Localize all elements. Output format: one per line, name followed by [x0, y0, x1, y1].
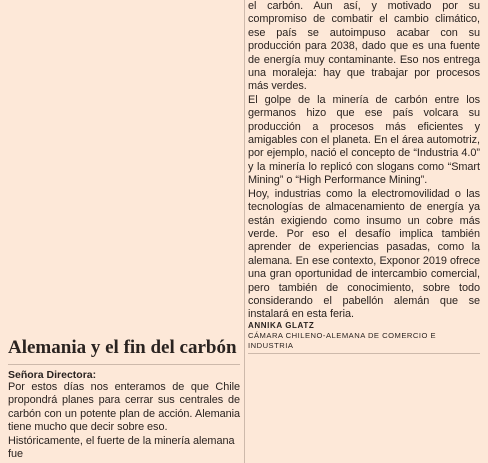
letter-salutation: Señora Directora: — [8, 369, 97, 381]
letter-paragraph: El golpe de la minería de carbón entre los germanos hizo que ese país volcara su producción a procesos más eficientes y amigables con el planeta. En el área automotriz, por ejemplo, nació el concepto de “Industria 4.0” y la minería lo replicó con slogans como “Smart Mining” o “High Performance Mining”. — [248, 93, 480, 187]
signature-divider — [248, 353, 480, 354]
right-column — [248, 0, 480, 463]
signature-organization: CÁMARA CHILENO-ALEMANA DE COMERCIO E INDUSTRIA — [248, 331, 437, 350]
title-divider — [8, 364, 240, 365]
letter-title: Alemania y el fin del carbón — [8, 337, 237, 358]
letter-paragraph: el carbón. Aun así, y motivado por su compromiso de combatir el cambio climático, ese país se autoimpuso acabar con su producción para 2038, dado que es una fuente de energía muy contaminante. Eso nos entrega una moraleja: hay que trabajar por procesos más verdes. — [248, 0, 480, 93]
letter-signature — [248, 321, 480, 354]
letter-body-start — [8, 381, 240, 461]
column-divider — [244, 0, 245, 463]
left-column — [8, 0, 240, 463]
letter-paragraph: Por estos días nos enteramos de que Chile propondrá planes para cerrar sus centrales de carbón con un potente plan de acción. Alemania tiene mucho que decir sobre eso. — [8, 381, 240, 434]
letter-paragraph: Históricamente, el fuerte de la minería alemana fue — [8, 434, 235, 461]
letter-paragraph: Hoy, industrias como la electromovilidad o las tecnologías de almacenamiento de energía ya están exigiendo como insumo un cobre más verde. Por eso el desafío implica también aprender de experiencias pasadas, como la alemana. En ese contexto, Exponor 2019 ofrece una gran oportunidad de intercambio comercial, pero también de conocimiento, sobre todo considerando el pabellón alemán que se instalará en esta feria. — [248, 187, 480, 321]
signature-name: ANNIKA GLATZ — [248, 321, 315, 330]
